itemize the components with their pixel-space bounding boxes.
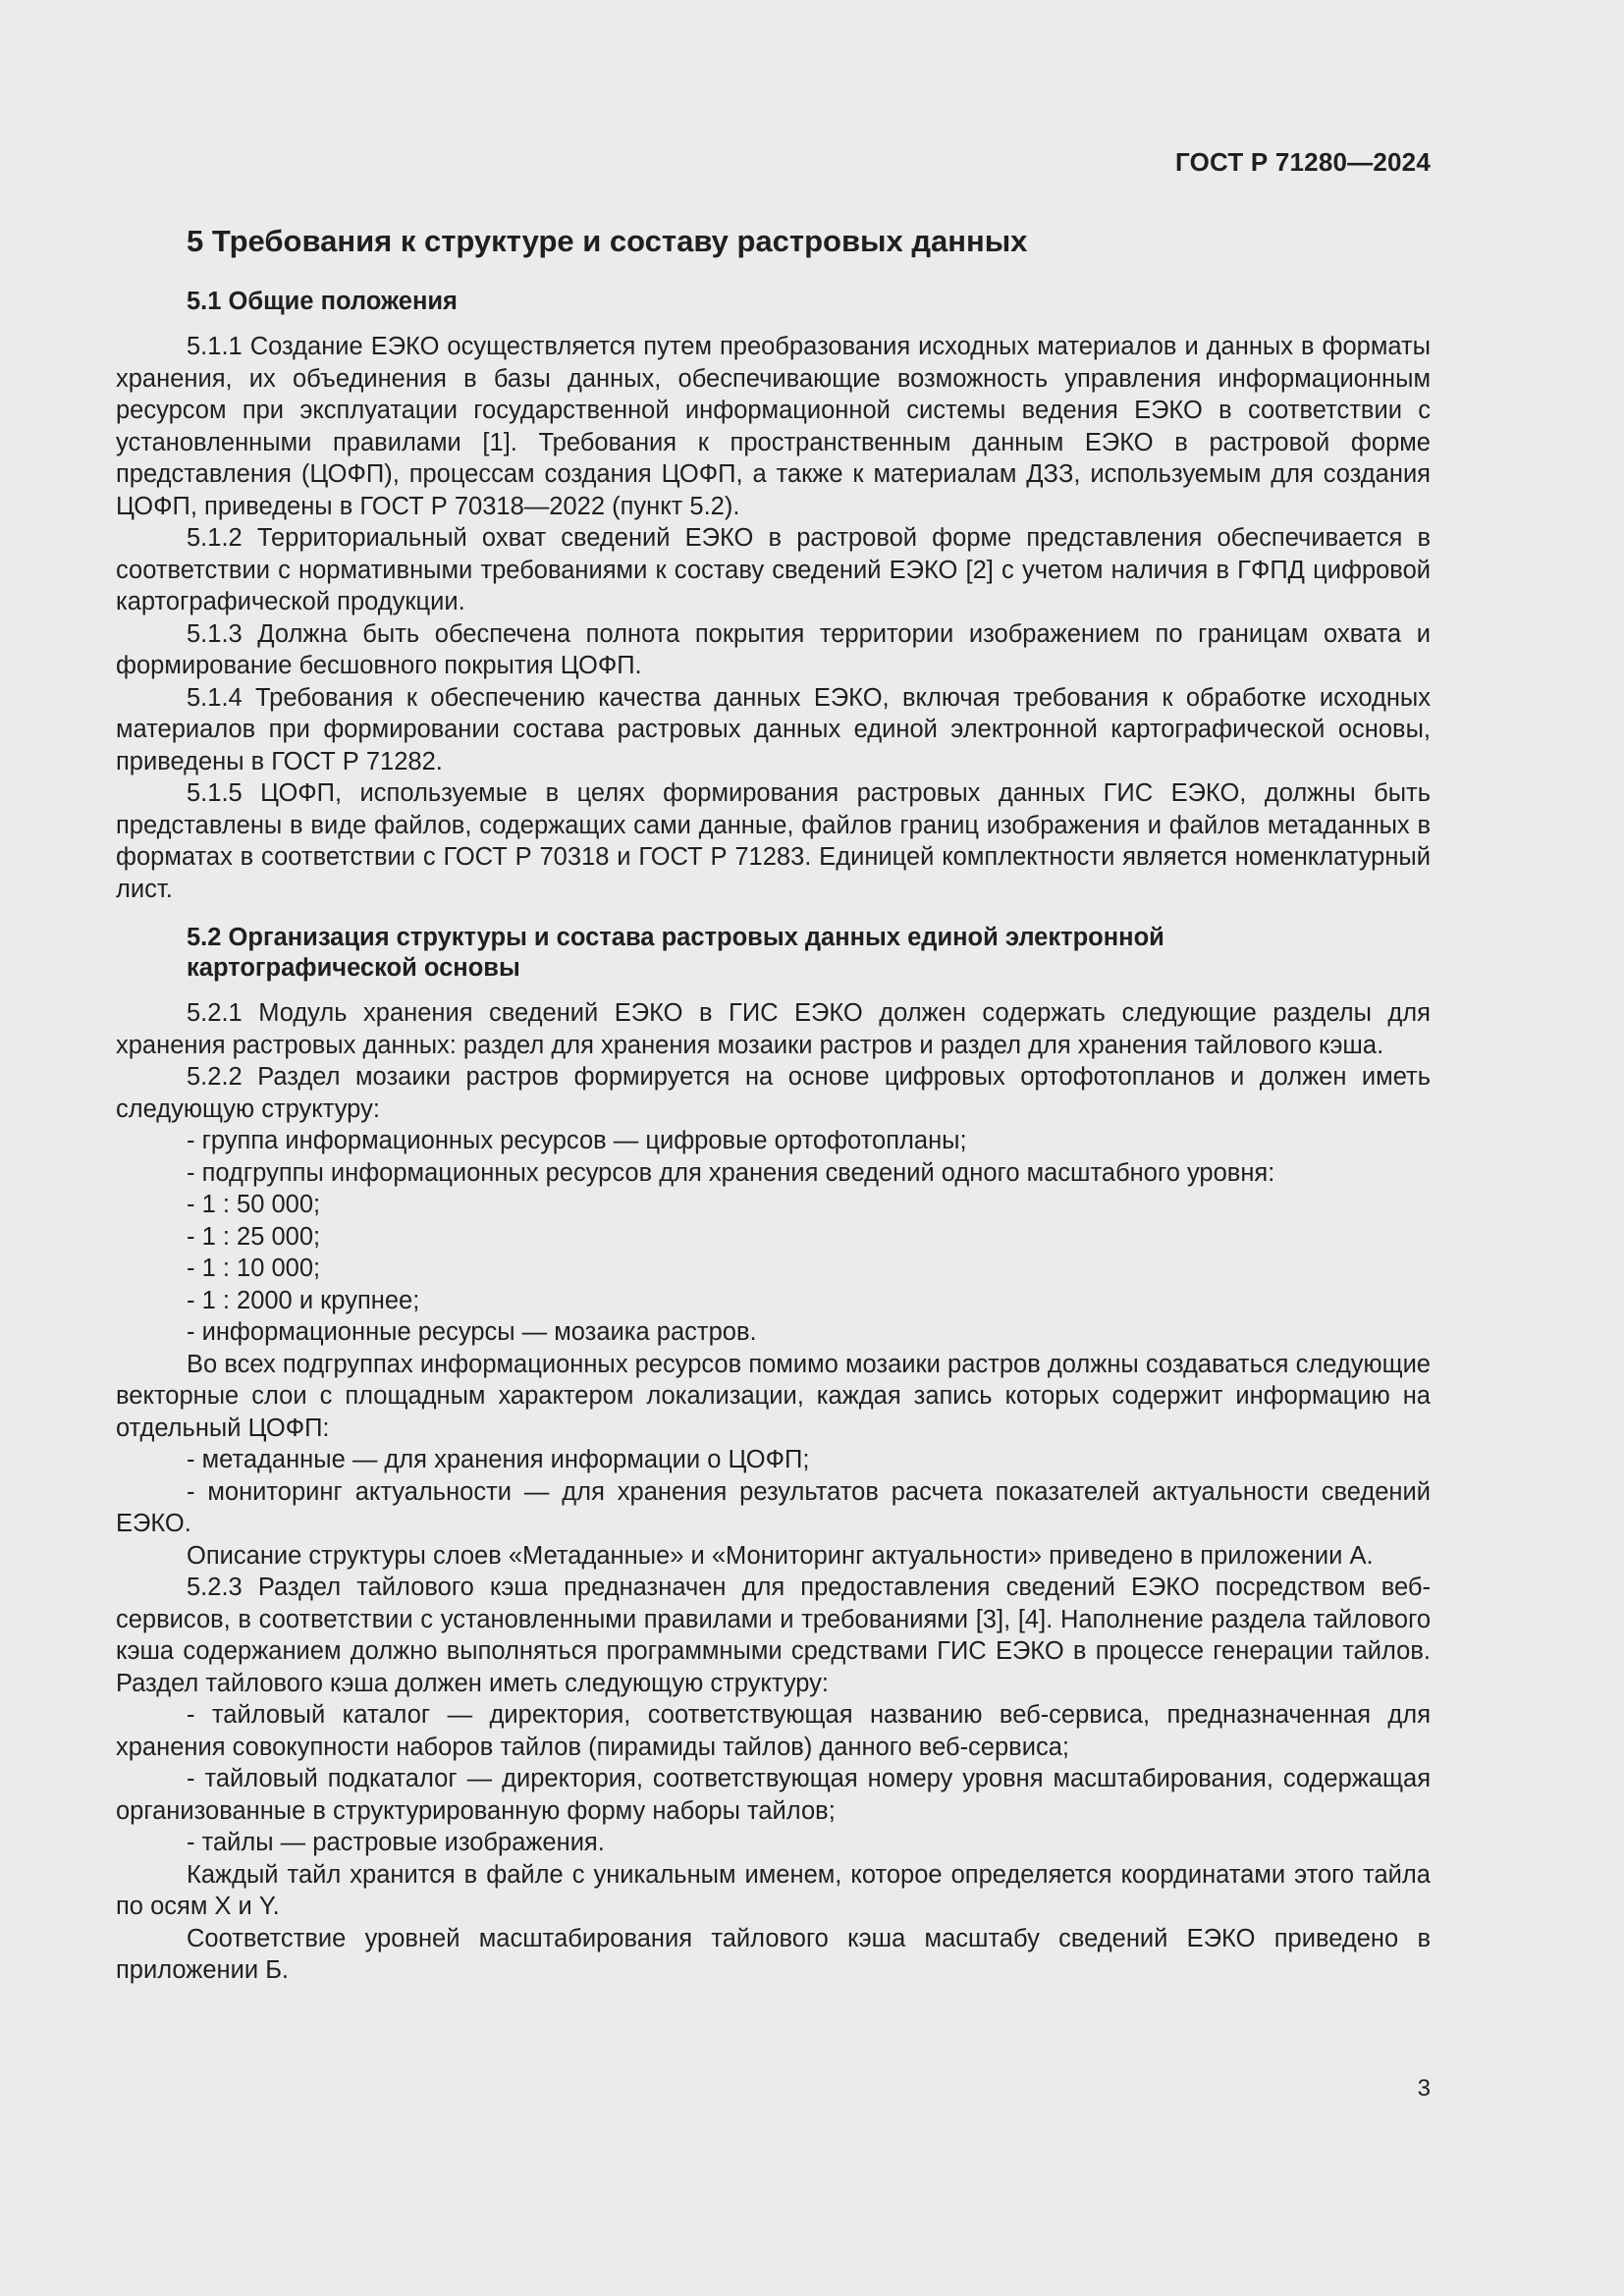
page-number: 3 [1417, 2075, 1431, 2102]
paragraph-5-2-1: 5.2.1 Модуль хранения сведений ЕЭКО в ГИС ЕЭКО должен содержать следующие разделы для хранения растровых данных: раздел для хранения мозаики растров и раздел для хранения тайлового кэша. [116, 999, 1431, 1059]
list-item: - тайловый подкаталог — директория, соответствующая номеру уровня масштабирования, содержащая организованные в структурированную форму наборы тайлов; [116, 1765, 1431, 1825]
paragraph-5-2-3: 5.2.3 Раздел тайлового кэша предназначен для предоставления сведений ЕЭКО посредством веб-сервисов, в соответствии с установленными правилами и требованиями [3], [4]. Наполнение раздела тайлового кэша содержанием должно выполняться программными средствами ГИС ЕЭКО в процессе генерации тайлов. Раздел тайлового кэша должен иметь следующую структуру: [116, 1574, 1431, 1697]
list-item: - группа информационных ресурсов — цифровые ортофотопланы; [187, 1127, 967, 1154]
list-item: - тайловый каталог — директория, соответствующая названию веб-сервиса, предназначенная для хранения совокупности наборов тайлов (пирамиды тайлов) данного веб-сервиса; [116, 1701, 1431, 1761]
paragraph-5-1-3: 5.1.3 Должна быть обеспечена полнота покрытия территории изображением по границам охвата и формирование бесшовного покрытия ЦОФП. [116, 619, 1431, 679]
paragraph-tile-naming: Каждый тайл хранится в файле с уникальным именем, которое определяется координатами этого тайла по осям X и Y. [116, 1860, 1431, 1920]
paragraph-5-2-2: 5.2.2 Раздел мозаики растров формируется на основе цифровых ортофотопланов и должен иметь следующую структуру: [116, 1063, 1431, 1123]
paragraph-scale-levels: Соответствие уровней масштабирования тайлового кэша масштабу сведений ЕЭКО приведено в приложении Б. [116, 1924, 1431, 1984]
paragraph-5-1-4: 5.1.4 Требования к обеспечению качества данных ЕЭКО, включая требования к обработке исходных материалов при формировании состава растровых данных единой электронной картографической основы, приведены в ГОСТ Р 71282. [116, 683, 1431, 775]
paragraph-vector-layers: Во всех подгруппах информационных ресурсов помимо мозаики растров должны создаваться следующие векторные слои с площадным характером локализации, каждая запись которых содержит информацию на отдельный ЦОФП: [116, 1350, 1431, 1442]
paragraph-layers-description: Описание структуры слоев «Метаданные» и «Мониторинг актуальности» приведено в приложении А. [187, 1541, 1374, 1570]
list-item: - метаданные — для хранения информации о ЦОФП; [187, 1446, 810, 1473]
section-5-heading: 5 Требования к структуре и составу растровых данных [187, 224, 1028, 258]
list-item: - информационные ресурсы — мозаика растров. [187, 1318, 757, 1346]
paragraph-5-1-5: 5.1.5 ЦОФП, используемые в целях формирования растровых данных ГИС ЕЭКО, должны быть представлены в виде файлов, содержащих сами данные, файлов границ изображения и файлов метаданных в форматах в соответствии с ГОСТ Р 70318 и ГОСТ Р 71283. Единицей комплектности является номенклатурный лист. [116, 779, 1431, 903]
list-item: - тайлы — растровые изображения. [187, 1829, 605, 1856]
section-5-2-heading-line2: картографической основы [187, 954, 520, 982]
section-5-1-heading: 5.1 Общие положения [187, 288, 458, 315]
list-item: - подгруппы информационных ресурсов для хранения сведений одного масштабного уровня: [187, 1158, 1275, 1187]
list-item: - 1 : 25 000; [187, 1222, 321, 1251]
list-item: - 1 : 10 000; [187, 1255, 321, 1282]
list-item: - мониторинг актуальности — для хранения результатов расчета показателей актуальности сведений ЕЭКО. [116, 1477, 1431, 1537]
section-5-2-heading-line1: 5.2 Организация структуры и состава растровых данных единой электронной [187, 924, 1164, 951]
list-item: - 1 : 50 000; [187, 1191, 321, 1218]
document-code-header: ГОСТ Р 71280—2024 [1175, 147, 1431, 177]
list-item: - 1 : 2000 и крупнее; [187, 1286, 420, 1314]
paragraph-5-1-2: 5.1.2 Территориальный охват сведений ЕЭКО в растровой форме представления обеспечивается в соответствии с нормативными требованиями к составу сведений ЕЭКО [2] с учетом наличия в ГФПД цифровой картографической продукции. [116, 524, 1431, 615]
paragraph-5-1-1: 5.1.1 Создание ЕЭКО осуществляется путем преобразования исходных материалов и данных в форматы хранения, их объединения в базы данных, обеспечивающие возможность управления информационным ресурсом при эксплуатации государственной информационной системы ведения ЕЭКО в соответствии с установленными правилами [1]. Требования к пространственным данным ЕЭКО в растровой форме представления (ЦОФП), процессам создания ЦОФП, а также к материалам ДЗЗ, используемым для создания ЦОФП, приведены в ГОСТ Р 70318—2022 (пункт 5.2). [116, 333, 1431, 520]
document-body [116, 287, 1431, 1987]
